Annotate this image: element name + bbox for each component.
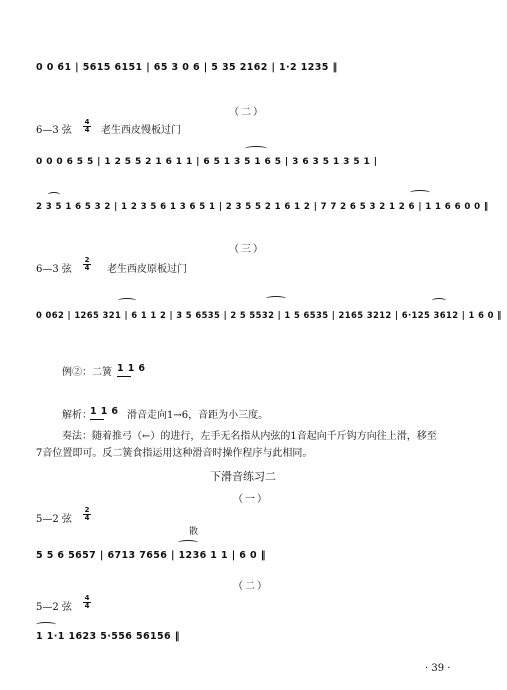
time-signature-p1 <box>83 507 91 522</box>
meter-bottom: 4 <box>84 514 90 522</box>
section-heading-3: （三） <box>229 244 265 255</box>
notation-row-3: 0 062 | 1265 321 | 6 1 1 2 | 3 5 6535 | 2 5 5532 | 1 5 6535 | 2165 3212 | 6·125 3612 | 1 6 0 ‖ <box>36 310 502 320</box>
time-signature-p2 <box>83 595 91 610</box>
meter-top: 4 <box>84 594 90 602</box>
slur-mark <box>266 296 286 301</box>
example-label: 例②：二簧 <box>62 367 112 378</box>
piece-title-3: 老生西皮原板过门 <box>107 264 187 275</box>
analysis-lead: 解析： <box>62 410 92 421</box>
practice-row-2: 1 1·1 1623 5·556 56156 ‖ <box>36 631 180 642</box>
practice-heading-1: （一） <box>233 494 269 505</box>
page-number: · 39 · <box>425 663 451 674</box>
time-signature-2 <box>83 119 91 134</box>
slur-mark <box>178 540 198 545</box>
example-underline <box>117 376 131 377</box>
practice-row-1: 5 5 6 5657 | 6713 7656 | 1236 1 1 | 6 0 ‖ <box>36 550 266 561</box>
slur-mark <box>410 190 430 195</box>
analysis-underline <box>90 419 104 420</box>
practice-title: 下滑音练习二 <box>210 470 276 483</box>
time-signature-3 <box>83 257 91 272</box>
practice-heading-2: （二） <box>233 581 269 592</box>
method-line-2: 7音位置即可。反二簧食指运用这种滑音时操作程序与此相同。 <box>36 448 313 459</box>
notation-row-2a: 0 0 0 6 5 5 | 1 2 5 5 2 1 6 1 1 | 6 5 1 3 5 1 6 5 | 3 6 3 5 1 3 5 1 | <box>36 157 378 167</box>
meter-top: 4 <box>84 118 90 126</box>
notation-row-2b: 2 3 5 1 6 5 3 2 | 1 2 3 5 6 1 3 6 5 1 | 2 3 5 5 2 1 6 1 2 | 7 7 2 6 5 3 2 1 2 6 | 1 1 6 6 0 0 ‖ <box>36 202 489 212</box>
tempo-mark: 散 <box>189 527 199 537</box>
string-label-2: 6—3 弦 <box>36 125 72 136</box>
practice-string-label-2: 5—2 弦 <box>36 602 72 613</box>
notation-line-1: 0 0 6̇1 | 5615 6151 | 65 3 0 6 | 5 35 2162 | 1·2 1235 ‖ <box>36 62 338 73</box>
piece-title-2: 老生西皮慢板过门 <box>101 125 181 136</box>
slur-mark <box>48 192 60 197</box>
slur-mark <box>118 298 136 303</box>
method-line-1: 奏法：随着推弓（←）的进行，左手无名指从内弦的1音起向千斤钩方向往上滑，移至 <box>62 431 437 442</box>
string-label-3: 6—3 弦 <box>36 264 72 275</box>
analysis-text: 滑音走向1→6，音距为小三度。 <box>127 410 269 421</box>
slur-mark <box>245 146 267 151</box>
meter-top: 2 <box>84 256 90 264</box>
slur-mark <box>432 298 446 303</box>
meter-bottom: 4 <box>84 602 90 610</box>
meter-top: 2 <box>84 506 90 514</box>
section-heading-2: （二） <box>229 107 265 118</box>
meter-bottom: 4 <box>84 126 90 134</box>
meter-bottom: 4 <box>84 264 90 272</box>
practice-string-label-1: 5—2 弦 <box>36 514 72 525</box>
example-notes: 1 1 6 <box>117 363 146 374</box>
slur-mark <box>36 622 56 627</box>
analysis-notes: 1 1 6 <box>90 406 119 417</box>
